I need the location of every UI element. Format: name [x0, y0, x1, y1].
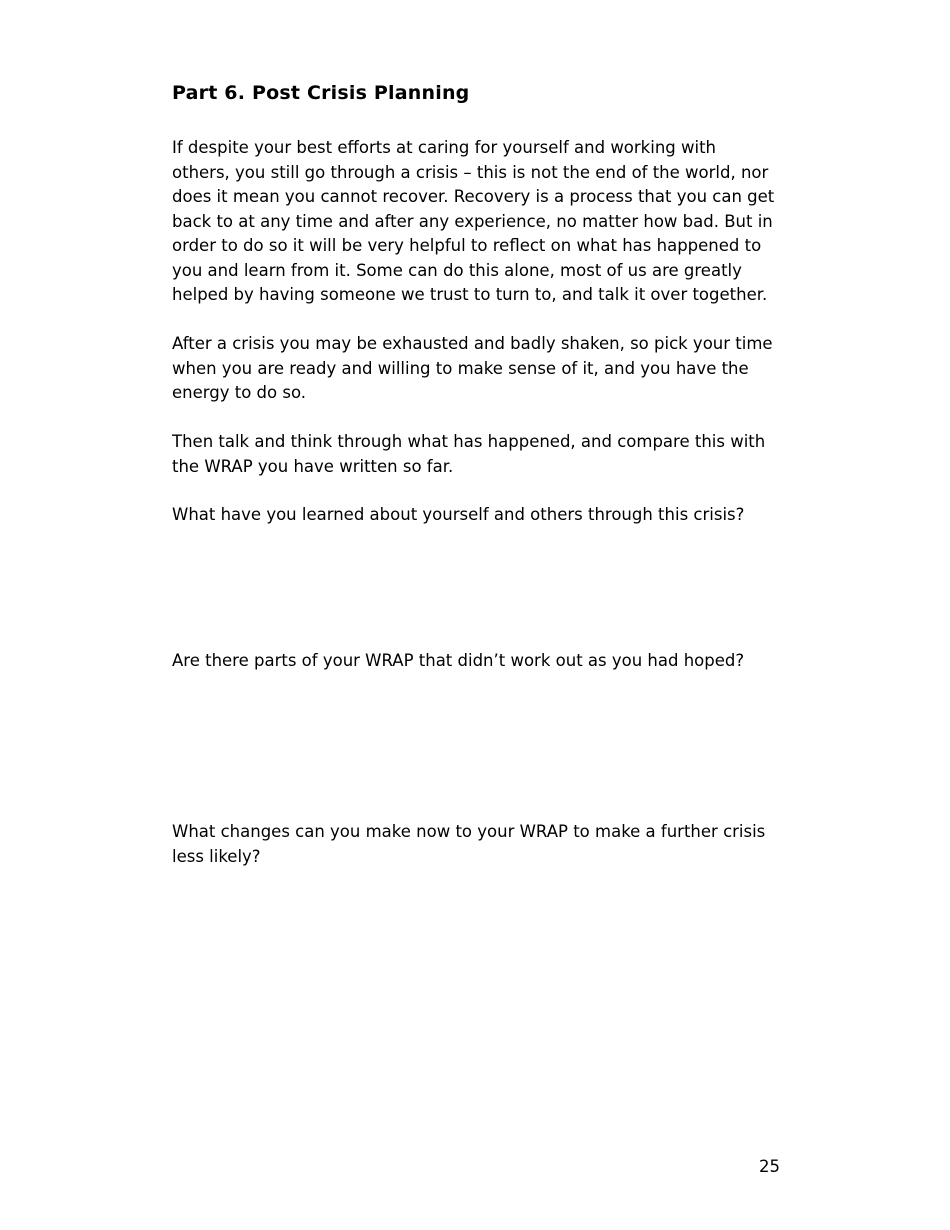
text-line: order to do so it will be very helpful to reflect on what has happened to [172, 236, 762, 255]
page-number: 25 [759, 1157, 780, 1176]
text-line: After a crisis you may be exhausted and badly shaken, so pick your time [172, 334, 773, 353]
intro-paragraph [172, 136, 792, 308]
section-heading: Part 6. Post Crisis Planning [172, 82, 470, 104]
question-wrap-parts [172, 649, 792, 674]
text-line: energy to do so. [172, 383, 307, 402]
text-line: you and learn from it. Some can do this alone, most of us are greatly [172, 260, 742, 280]
question-learned [172, 503, 792, 528]
text-line: the WRAP you have written so far. [172, 456, 454, 476]
question-text: Are there parts of your WRAP that didn’t work out as you had hoped? [172, 651, 745, 670]
text-line: Then talk and think through what has happened, and compare this with [172, 432, 766, 451]
question-text: less likely? [172, 846, 261, 866]
text-line: If despite your best efforts at caring for yourself and working with [172, 138, 717, 157]
exhaustion-paragraph [172, 332, 792, 406]
question-text: What have you learned about yourself and others through this crisis? [172, 505, 745, 524]
text-line: when you are ready and willing to make sense of it, and you have the [172, 358, 749, 378]
talk-paragraph [172, 430, 792, 479]
text-line: back to at any time and after any experience, no matter how bad. But in [172, 211, 773, 231]
text-line: others, you still go through a crisis – this is not the end of the world, nor [172, 162, 769, 182]
text-line: does it mean you cannot recover. Recovery is a process that you can get [172, 187, 775, 206]
text-line: helped by having someone we trust to turn to, and talk it over together. [172, 285, 768, 304]
question-changes [172, 820, 792, 869]
question-text: What changes can you make now to your WRAP to make a further crisis [172, 822, 766, 841]
